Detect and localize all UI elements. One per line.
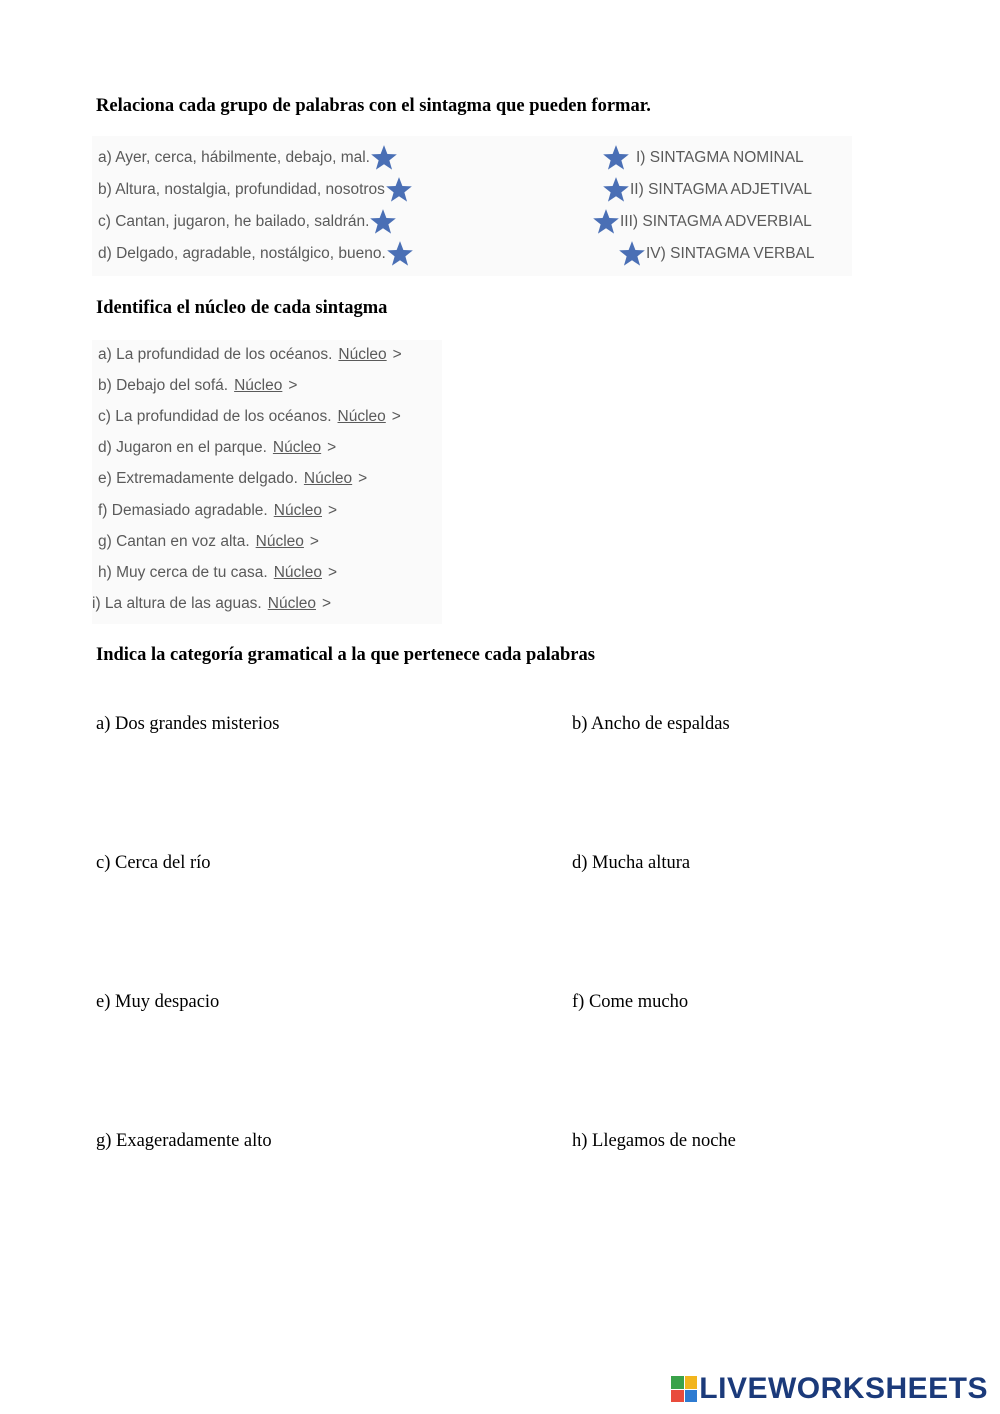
nucleus-item-text: f) Demasiado agradable.: [98, 502, 268, 519]
left-item-text: d) Delgado, agradable, nostálgico, bueno.: [98, 245, 386, 262]
liveworksheets-logo: [671, 1372, 988, 1406]
answer-arrow[interactable]: >: [309, 533, 319, 550]
nucleus-item-text: c) La profundidad de los océanos.: [98, 408, 332, 425]
nucleus-item: [98, 502, 337, 520]
left-item-text: c) Cantan, jugaron, he bailado, saldrán.: [98, 213, 370, 230]
answer-arrow[interactable]: >: [392, 346, 402, 363]
category-item: d) Mucha altura: [572, 853, 691, 873]
answer-arrow[interactable]: >: [358, 470, 368, 487]
right-item-text: I) SINTAGMA NOMINAL: [636, 149, 804, 166]
nucleus-item-text: h) Muy cerca de tu casa.: [98, 564, 268, 581]
nucleo-label: Núcleo: [255, 533, 304, 550]
section2-heading: Identifica el núcleo de cada sintagma: [96, 298, 388, 318]
nucleus-item: [98, 439, 336, 457]
right-item-text: II) SINTAGMA ADJETIVAL: [630, 181, 813, 198]
star-icon[interactable]: [618, 240, 646, 268]
left-item-text: b) Altura, nostalgia, profundidad, nosotros: [98, 181, 385, 198]
category-item: a) Dos grandes misterios: [96, 714, 280, 734]
left-item: [98, 144, 398, 172]
category-item: f) Come mucho: [572, 992, 689, 1012]
nucleus-exercise-image: [92, 340, 442, 624]
category-item: e) Muy despacio: [96, 992, 220, 1012]
right-item: [602, 144, 804, 172]
nucleus-item-text: d) Jugaron en el parque.: [98, 439, 267, 456]
nucleus-item: [92, 595, 331, 613]
category-item: h) Llegamos de noche: [572, 1131, 736, 1151]
answer-arrow[interactable]: >: [327, 439, 337, 456]
nucleo-label: Núcleo: [272, 439, 322, 456]
answer-arrow[interactable]: >: [327, 564, 338, 581]
category-item: b) Ancho de espaldas: [572, 714, 730, 734]
nucleus-item-text: e) Extremadamente delgado.: [98, 470, 298, 487]
star-icon[interactable]: [385, 176, 413, 204]
right-item: [592, 208, 812, 236]
nucleus-item-text: i) La altura de las aguas.: [92, 595, 262, 612]
right-item: [618, 240, 815, 268]
nucleus-item: [98, 377, 297, 395]
nucleus-item: [98, 564, 337, 582]
left-item: [98, 240, 414, 268]
left-item: [98, 208, 397, 236]
category-item: g) Exageradamente alto: [96, 1131, 272, 1151]
right-item-text: III) SINTAGMA ADVERBIAL: [620, 213, 812, 230]
left-item: [98, 176, 413, 204]
right-item: [602, 176, 812, 204]
answer-arrow[interactable]: >: [322, 595, 332, 612]
nucleus-item-text: g) Cantan en voz alta.: [98, 533, 250, 550]
category-item: c) Cerca del río: [96, 853, 211, 873]
section3-heading: Indica la categoría gramatical a la que pertenece cada palabras: [96, 645, 595, 665]
nucleo-label: Núcleo: [303, 470, 353, 487]
star-icon[interactable]: [602, 144, 630, 172]
nucleus-item-text: b) Debajo del sofá.: [98, 377, 229, 394]
nucleus-item-text: a) La profundidad de los océanos.: [98, 346, 333, 363]
logo-icon: [671, 1376, 697, 1402]
answer-arrow[interactable]: >: [328, 502, 338, 519]
nucleus-item: [98, 533, 319, 551]
star-icon[interactable]: [386, 240, 414, 268]
section1-heading: Relaciona cada grupo de palabras con el sintagma que pueden formar.: [96, 96, 651, 116]
nucleus-item: [98, 408, 401, 426]
nucleo-label: Núcleo: [337, 408, 386, 425]
right-item-text: IV) SINTAGMA VERBAL: [646, 245, 815, 262]
nucleo-label: Núcleo: [234, 377, 283, 394]
nucleus-item: [98, 346, 402, 364]
star-icon[interactable]: [592, 208, 620, 236]
nucleus-item: [98, 470, 367, 488]
star-icon[interactable]: [370, 144, 398, 172]
star-icon[interactable]: [369, 208, 397, 236]
star-icon[interactable]: [602, 176, 630, 204]
nucleo-label: Núcleo: [273, 564, 322, 581]
answer-arrow[interactable]: >: [391, 408, 401, 425]
nucleo-label: Núcleo: [273, 502, 322, 519]
left-item-text: a) Ayer, cerca, hábilmente, debajo, mal.: [98, 149, 370, 166]
matching-exercise-image: [92, 136, 852, 276]
nucleo-label: Núcleo: [267, 595, 316, 612]
answer-arrow[interactable]: >: [288, 377, 298, 394]
logo-text: LIVEWORKSHEETS: [699, 1372, 988, 1405]
nucleo-label: Núcleo: [338, 346, 387, 363]
